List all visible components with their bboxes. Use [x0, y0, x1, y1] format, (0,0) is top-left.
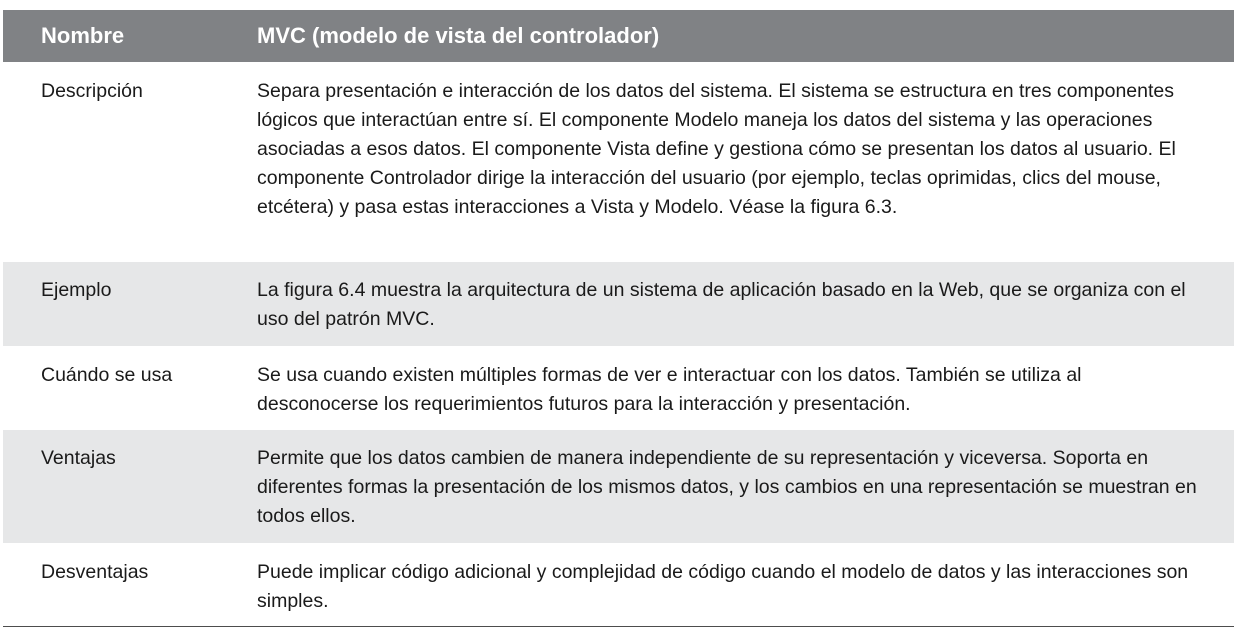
table-header-row — [3, 10, 1234, 62]
header-value-cell: MVC (modelo de vista del controlador) — [219, 10, 1234, 62]
row-label: Cuándo se usa — [41, 364, 173, 386]
row-value: La figura 6.4 muestra la arquitectura de un sistema de aplicación basado en la Web, que se organiza con el uso del patrón MVC. — [219, 262, 1234, 346]
table-row-ejemplo — [3, 262, 1234, 346]
table-row-ventajas — [3, 430, 1234, 543]
row-label: Ejemplo — [3, 262, 219, 346]
row-label: Ventajas — [3, 430, 219, 543]
row-value: Se usa cuando existen múltiples formas de ver e interactuar con los datos. También se utiliza al desconocerse los requerimientos futuros para la interacción y presentación. — [257, 364, 1082, 415]
row-value: Permite que los datos cambien de manera independiente de su representación y viceversa. Soporta en diferentes formas la presentación de los mismos datos, y los cambios en una representación se muestran en todos ellos. — [219, 430, 1234, 543]
table-row-cuando-se-usa — [3, 346, 1234, 430]
row-label: Desventajas — [3, 543, 219, 626]
mvc-pattern-table — [3, 10, 1234, 627]
table-row-desventajas — [3, 543, 1234, 626]
row-value: Puede implicar código adicional y complejidad de código cuando el modelo de datos y las interacciones son simples. — [219, 543, 1234, 626]
header-label-cell: Nombre — [3, 10, 219, 62]
table-row-descripcion — [3, 62, 1234, 262]
row-label: Descripción — [41, 80, 143, 102]
row-value: Separa presentación e interacción de los datos del sistema. El sistema se estructura en tres componentes lógicos que interactúan entre sí. El componente Modelo maneja los datos del sistema y las operaciones asociadas a esos datos. El componente Vista define y gestiona cómo se presentan los datos al usuario. El componente Controlador dirige la interacción del usuario (por ejemplo, teclas oprimidas, clics del mouse, etcétera) y pasa estas interacciones a Vista y Modelo. Véase la figura 6.3. — [257, 80, 1176, 218]
